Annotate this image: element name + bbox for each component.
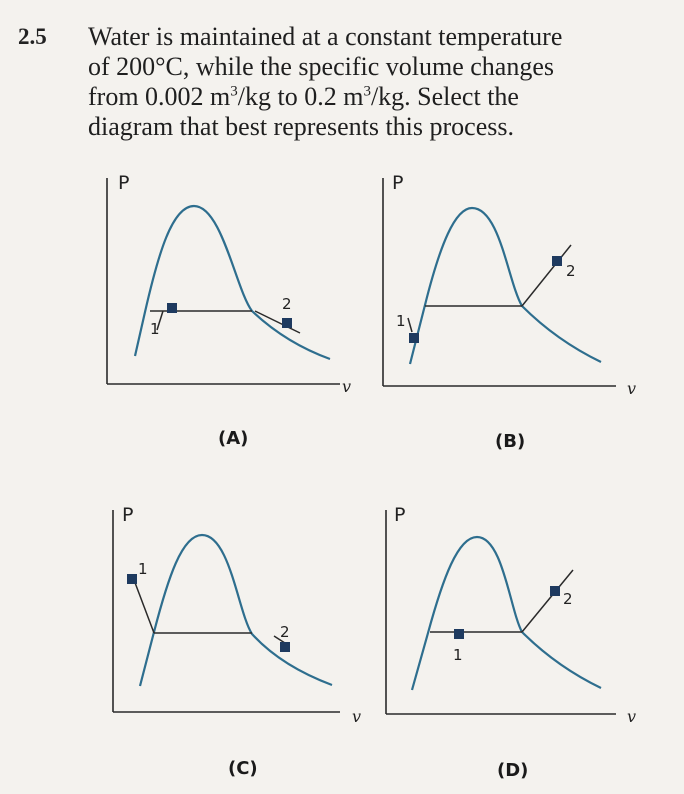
diagram-a-state-2-label: 2 [282, 295, 292, 313]
diagram-a-saturation-dome [135, 206, 330, 359]
statement-line-4: diagram that best represents this process. [88, 112, 514, 141]
diagram-b-state-2-marker [552, 256, 562, 266]
diagram-d-caption: (D) [497, 760, 529, 781]
diagram-c-state-1-label: 1 [138, 560, 148, 578]
diagram-b-superheated-line [522, 245, 571, 306]
superscript-3: 3 [230, 83, 238, 100]
diagram-b-y-label: P [392, 172, 404, 194]
diagram-b-saturation-dome [410, 208, 601, 364]
superscript-3: 3 [363, 83, 371, 100]
diagram-c [113, 504, 361, 779]
diagram-d-saturation-dome [412, 537, 601, 690]
diagram-a-superheated-line [255, 311, 300, 333]
diagram-d [386, 504, 636, 781]
diagram-b-state-1-label: 1 [396, 312, 406, 330]
statement-line-3-part-c: /kg. Select the [370, 82, 519, 111]
diagram-c-saturation-dome [140, 535, 332, 686]
diagram-a-y-label: P [118, 172, 130, 194]
statement-line-1: Water is maintained at a constant temperature [88, 22, 563, 51]
diagram-d-state-1-marker [454, 629, 464, 639]
diagram-c-liquid-line [134, 580, 154, 633]
diagram-a-state-2-marker [282, 318, 292, 328]
diagram-a-caption: (A) [218, 428, 249, 449]
diagram-d-state-2-marker [550, 586, 560, 596]
diagram-a-x-label: v [342, 377, 352, 396]
diagram-c-y-label: P [122, 504, 134, 526]
diagram-d-state-2-label: 2 [563, 590, 573, 608]
diagram-c-state-2-label: 2 [280, 623, 290, 641]
diagram-c-state-1-marker [127, 574, 137, 584]
diagram-c-caption: (C) [228, 758, 258, 779]
diagram-b-caption: (B) [495, 431, 526, 452]
diagram-a [107, 172, 351, 449]
problem-number: 2.5 [18, 24, 47, 49]
diagram-d-state-1-label: 1 [453, 646, 463, 664]
statement-line-3-part-a: from 0.002 m [88, 82, 231, 111]
diagram-c-x-label: v [352, 707, 362, 726]
diagram-a-state-1-marker [167, 303, 177, 313]
diagram-a-state-1-label: 1 [150, 320, 160, 338]
diagram-b-state-2-label: 2 [566, 262, 576, 280]
statement-line-2: of 200°C, while the specific volume changes [88, 52, 554, 81]
diagram-b-leader-1 [408, 318, 412, 332]
diagram-b [383, 172, 636, 452]
statement-line-3-part-b: /kg to 0.2 m [237, 82, 364, 111]
diagram-d-x-label: v [627, 707, 637, 726]
diagram-b-x-label: v [627, 379, 637, 398]
diagram-d-y-label: P [394, 504, 406, 526]
diagram-b-state-1-marker [409, 333, 419, 343]
diagram-c-state-2-marker [280, 642, 290, 652]
